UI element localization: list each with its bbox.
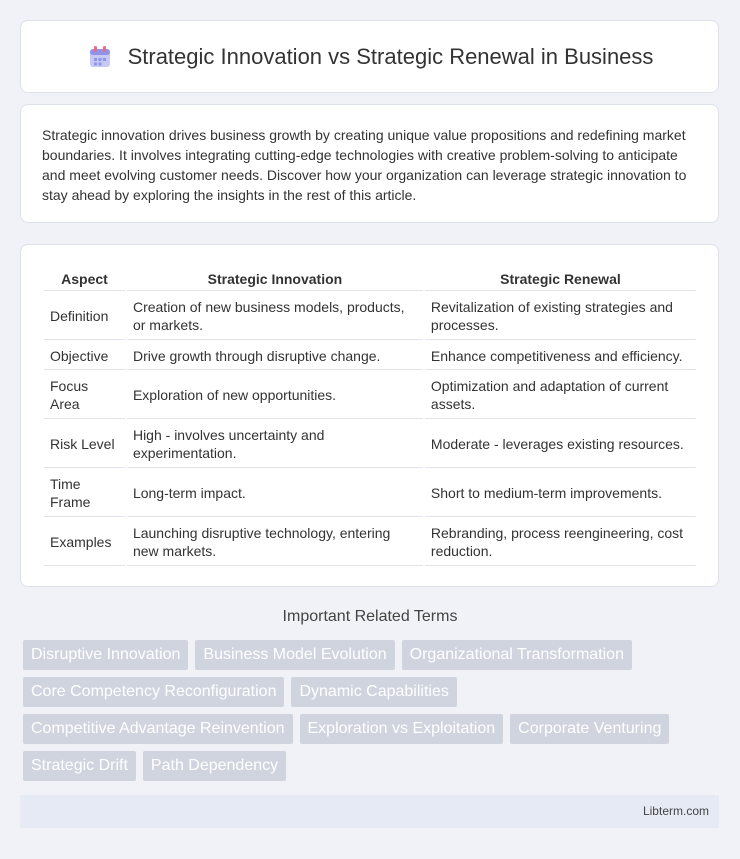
table-row (44, 372, 696, 419)
term-row (23, 714, 723, 744)
row-aspect: Examples (44, 519, 125, 566)
table-row (44, 519, 696, 566)
row-innovation: Drive growth through disruptive change. (127, 342, 423, 370)
comparison-table (42, 265, 698, 568)
row-renewal: Enhance competitiveness and efficiency. (425, 342, 696, 370)
footer-brand-link[interactable]: Libterm.com (642, 804, 709, 818)
row-aspect: Definition (44, 293, 125, 340)
row-aspect: Time Frame (44, 470, 125, 517)
header-strategic-innovation: Strategic Innovation (127, 267, 423, 291)
term-row (23, 640, 723, 670)
row-renewal: Revitalization of existing strategies and processes. (425, 293, 696, 340)
term-tag[interactable]: Corporate Venturing (510, 714, 669, 744)
row-aspect: Objective (44, 342, 125, 370)
intro-text: Strategic innovation drives business growth by creating unique value propositions and redefining market boundaries. It involves integrating cutting-edge technologies with creative problem-solving to anticipate and meet evolving customer needs. Discover how your organization can leverage strategic innovation to stay ahead by exploring the insights in the rest of this article. (42, 127, 687, 203)
row-renewal: Short to medium-term improvements. (425, 470, 696, 517)
term-tag[interactable]: Path Dependency (143, 751, 286, 781)
row-innovation: Launching disruptive technology, entering new markets. (127, 519, 423, 566)
header-card (20, 20, 719, 93)
row-innovation: High - involves uncertainty and experimentation. (127, 421, 423, 468)
table-row (44, 293, 696, 340)
table-row (44, 342, 696, 370)
row-aspect: Focus Area (44, 372, 125, 419)
row-renewal: Moderate - leverages existing resources. (425, 421, 696, 468)
related-terms-heading: Important Related Terms (282, 608, 458, 625)
term-tag[interactable]: Exploration vs Exploitation (300, 714, 504, 744)
row-innovation: Long-term impact. (127, 470, 423, 517)
term-row (23, 677, 723, 707)
calendar-icon (86, 43, 114, 71)
term-tag[interactable]: Dynamic Capabilities (291, 677, 456, 707)
comparison-card (20, 244, 719, 587)
row-renewal: Optimization and adaptation of current assets. (425, 372, 696, 419)
term-tag[interactable]: Organizational Transformation (402, 640, 632, 670)
header-aspect: Aspect (44, 267, 125, 291)
title-wrap (86, 43, 654, 71)
footer (20, 795, 719, 828)
term-tag[interactable]: Strategic Drift (23, 751, 136, 781)
term-tag[interactable]: Core Competency Reconfiguration (23, 677, 284, 707)
row-innovation: Exploration of new opportunities. (127, 372, 423, 419)
term-tag[interactable]: Disruptive Innovation (23, 640, 188, 670)
row-aspect: Risk Level (44, 421, 125, 468)
related-terms (23, 640, 723, 788)
row-renewal: Rebranding, process reengineering, cost reduction. (425, 519, 696, 566)
intro-card (20, 104, 719, 223)
table-row (44, 470, 696, 517)
table-header-row (44, 267, 696, 291)
term-tag[interactable]: Business Model Evolution (195, 640, 394, 670)
page-title: Strategic Innovation vs Strategic Renewal in Business (127, 43, 654, 69)
header-strategic-renewal: Strategic Renewal (425, 267, 696, 291)
term-row (23, 751, 723, 781)
table-row (44, 421, 696, 468)
term-tag[interactable]: Competitive Advantage Reinvention (23, 714, 293, 744)
row-innovation: Creation of new business models, products, or markets. (127, 293, 423, 340)
